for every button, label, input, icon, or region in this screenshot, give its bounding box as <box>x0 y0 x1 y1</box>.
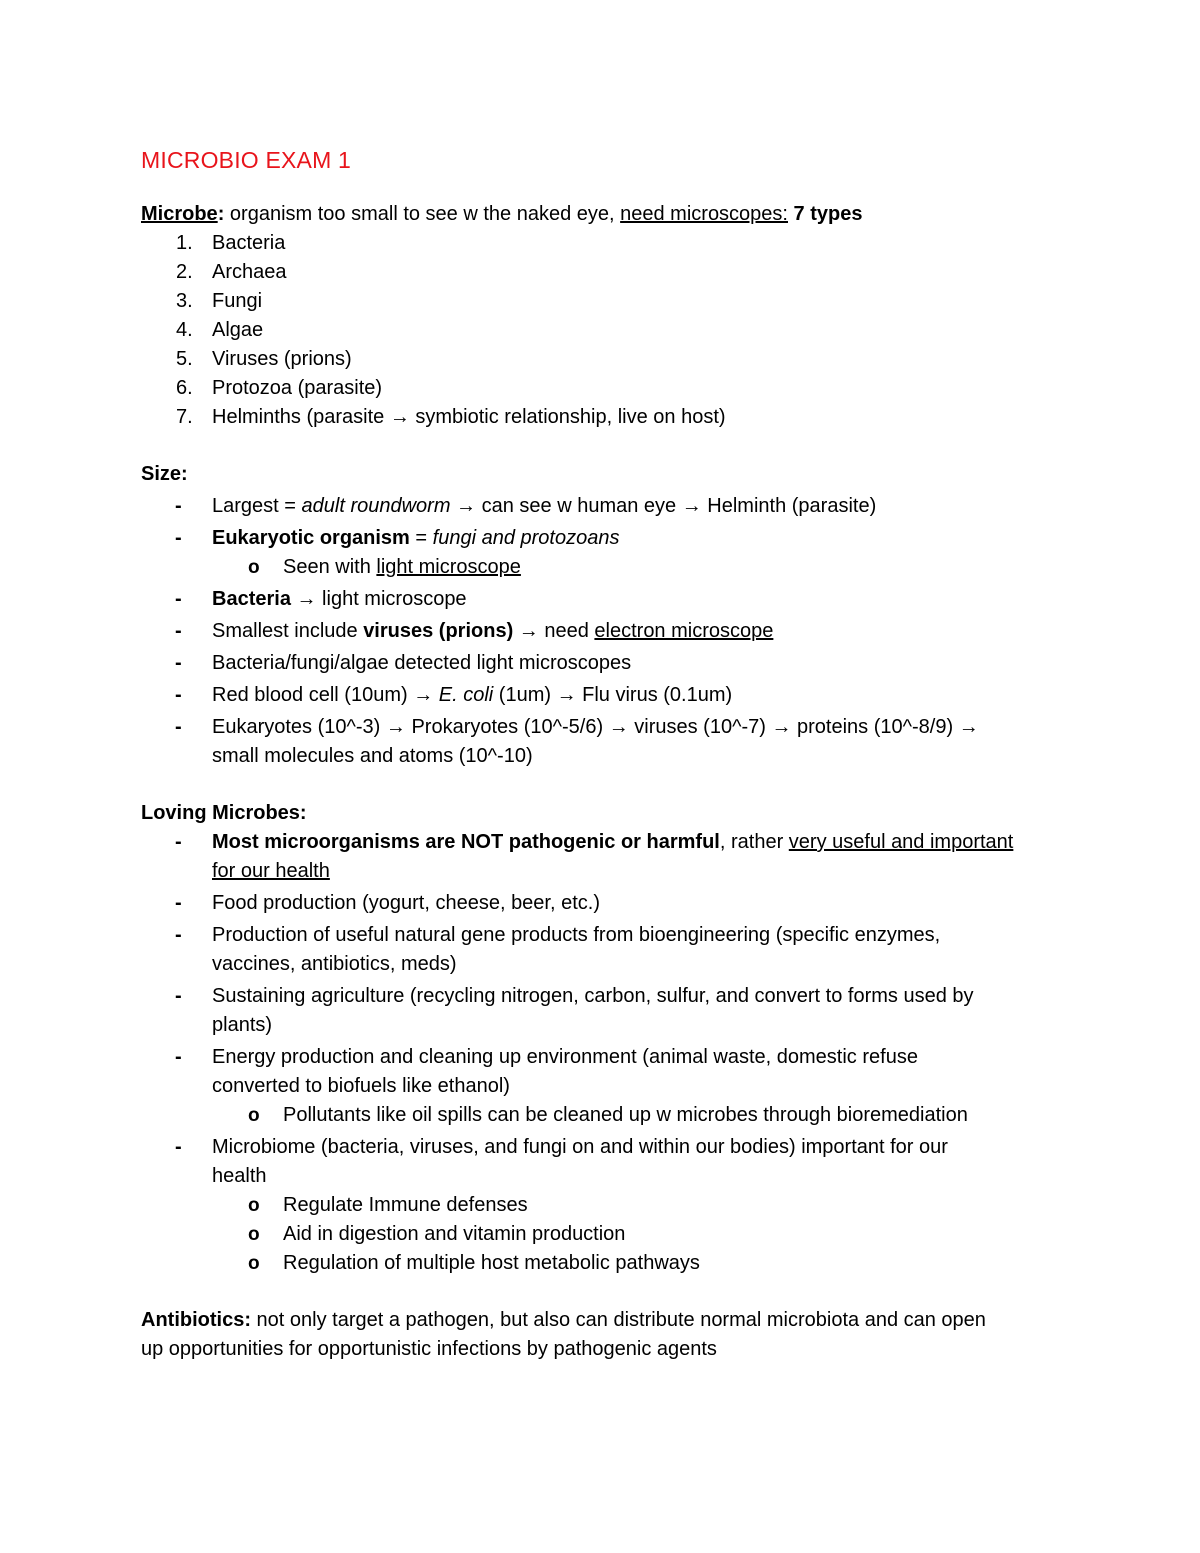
list-item: - Smallest include viruses (prions) → need electron microscope <box>175 620 774 642</box>
list-item: 4. Algae <box>176 319 264 341</box>
list-item: - Energy production and cleaning up environment (animal waste, domestic refuse <box>175 1046 918 1068</box>
sub-list-item: o Aid in digestion and vitamin production <box>141 1220 1071 1249</box>
arrow-icon: → <box>681 495 702 517</box>
list-item: 1. Bacteria <box>176 232 286 254</box>
list-item: - Red blood cell (10um) → E. coli (1um) → Flu virus (0.1um) <box>175 684 733 706</box>
document-page <box>141 142 1071 1364</box>
arrow-icon: → <box>556 684 577 706</box>
bullet-icon: o <box>248 1224 260 1245</box>
bullet-icon: o <box>248 1105 260 1126</box>
page-title: MICROBIO EXAM 1 <box>141 147 352 173</box>
spacer <box>141 1278 1071 1306</box>
sub-list-item: o Seen with light microscope <box>141 553 1071 582</box>
list-item: 6. Protozoa (parasite) <box>176 377 383 399</box>
spacer <box>141 178 1071 200</box>
arrow-icon: → <box>608 716 629 738</box>
list-item: 5. Viruses (prions) <box>176 348 352 370</box>
antibiotics-paragraph: Antibiotics: not only target a pathogen, but also can distribute normal microbiota and can open <box>141 1309 986 1331</box>
arrow-icon: → <box>296 588 317 610</box>
arrow-icon: → <box>958 716 979 738</box>
bullet-icon: o <box>248 557 260 578</box>
list-item: - Bacteria/fungi/algae detected light microscopes <box>175 652 632 674</box>
list-item: - Food production (yogurt, cheese, beer, etc.) <box>175 892 600 914</box>
list-item: - Eukaryotic organism = fungi and protozoans <box>175 527 620 549</box>
microbe-definition: Microbe: organism too small to see w the naked eye, need microscopes: 7 types <box>141 203 863 225</box>
microbe-term: Microbe <box>141 203 218 225</box>
need-microscopes: need microscopes: <box>620 203 788 225</box>
size-heading: Size: <box>141 463 188 485</box>
arrow-icon: → <box>389 406 410 428</box>
antibiotics-term: Antibiotics: <box>141 1309 251 1331</box>
antibiotics-continuation: up opportunities for opportunistic infections by pathogenic agents <box>141 1338 717 1360</box>
loving-microbes-heading: Loving Microbes: <box>141 802 307 824</box>
arrow-icon: → <box>456 495 477 517</box>
list-item: 3. Fungi <box>176 290 263 312</box>
list-item-continuation: for our health <box>212 860 330 882</box>
seven-types: 7 types <box>788 203 863 225</box>
list-item: 2. Archaea <box>176 261 287 283</box>
list-item: - Sustaining agriculture (recycling nitrogen, carbon, sulfur, and convert to forms used by <box>175 985 974 1007</box>
bullet-icon: o <box>248 1195 260 1216</box>
list-item-continuation: small molecules and atoms (10^-10) <box>212 745 533 767</box>
arrow-icon: → <box>771 716 792 738</box>
sub-list-item: o Regulate Immune defenses <box>141 1191 1071 1220</box>
spacer <box>141 432 1071 460</box>
list-item-continuation: plants) <box>212 1014 273 1036</box>
list-item-continuation: converted to biofuels like ethanol) <box>212 1075 510 1097</box>
spacer <box>141 771 1071 799</box>
list-item-continuation: vaccines, antibiotics, meds) <box>212 953 457 975</box>
arrow-icon: → <box>518 620 539 642</box>
list-item: - Microbiome (bacteria, viruses, and fungi on and within our bodies) important for our <box>175 1136 948 1158</box>
list-item: - Eukaryotes (10^-3) → Prokaryotes (10^-5/6) → viruses (10^-7) → proteins (10^-8/9) → <box>175 716 979 738</box>
list-item-continuation: health <box>212 1165 267 1187</box>
list-item: - Largest = adult roundworm → can see w human eye → Helminth (parasite) <box>175 495 877 517</box>
list-item: - Most microorganisms are NOT pathogenic or harmful, rather very useful and important <box>175 831 1014 853</box>
microbe-types-list <box>141 229 1071 432</box>
arrow-icon: → <box>413 684 434 706</box>
bullet-icon: o <box>248 1253 260 1274</box>
list-item: - Production of useful natural gene products from bioengineering (specific enzymes, <box>175 924 941 946</box>
sub-list-item: o Regulation of multiple host metabolic pathways <box>141 1249 1071 1278</box>
arrow-icon: → <box>385 716 406 738</box>
sub-list-item: o Pollutants like oil spills can be cleaned up w microbes through bioremediation <box>141 1101 1071 1130</box>
list-item: - Bacteria → light microscope <box>175 588 467 610</box>
list-item: 7. Helminths (parasite → symbiotic relationship, live on host) <box>176 406 726 428</box>
